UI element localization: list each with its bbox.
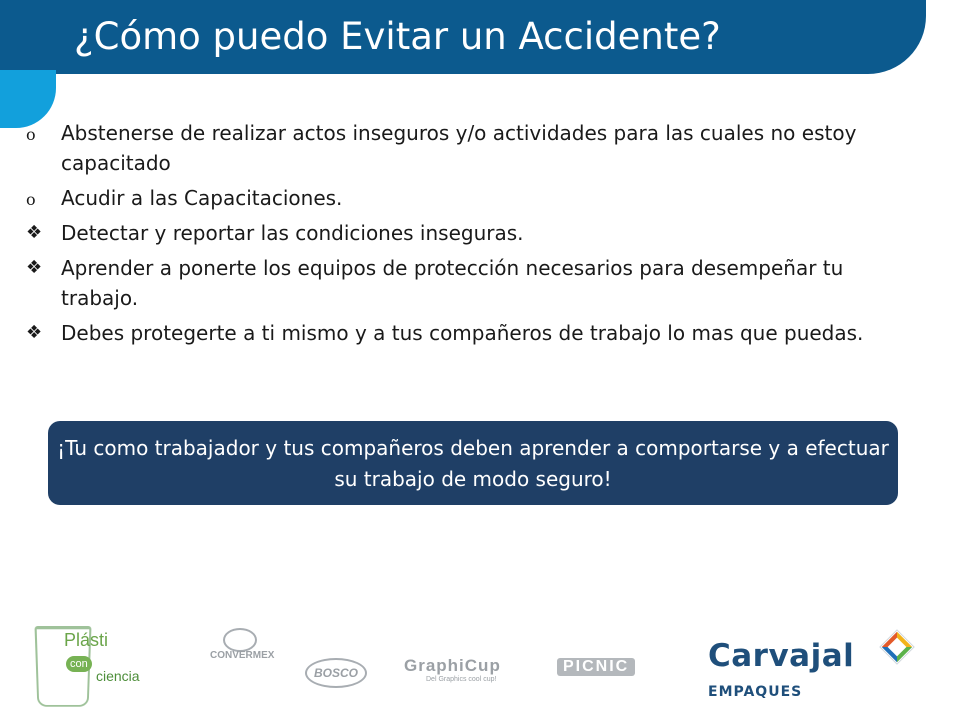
plasti-con: con — [66, 656, 92, 672]
plasticonciencia-logo — [28, 622, 158, 706]
bullet-item — [26, 218, 906, 248]
graphicup-tagline: Del Graphics cool cup! — [426, 676, 497, 683]
diamond-bullet-icon: ❖ — [26, 222, 43, 243]
bullet-text: Detectar y reportar las condiciones inseguras. — [61, 221, 524, 245]
bullet-text: Abstenerse de realizar actos inseguros y/o actividades para las cuales no estoy capacitado — [61, 121, 857, 175]
footer-logos — [0, 600, 960, 720]
bosco-logo: BOSCO — [305, 658, 367, 688]
bullet-item — [26, 118, 906, 178]
diamond-bullet-icon: ❖ — [26, 322, 43, 343]
convermex-logo-mark — [223, 628, 257, 652]
bullet-item — [26, 318, 906, 348]
picnic-logo: PICNIC — [557, 658, 635, 676]
bullet-text: Debes protegerte a ti mismo y a tus compañeros de trabajo lo mas que puedas. — [61, 321, 864, 345]
carvajal-mark-icon — [878, 628, 916, 666]
graphicup-logo: GraphiCup — [404, 656, 501, 675]
bullet-text: Aprender a ponerte los equipos de protección necesarios para desempeñar tu trabajo. — [61, 256, 844, 310]
carvajal-subtitle: EMPAQUES — [708, 684, 803, 700]
callout-box — [48, 421, 898, 505]
plasti-word: Plásti — [64, 630, 109, 650]
slide-title: ¿Cómo puedo Evitar un Accidente? — [74, 15, 721, 58]
circle-bullet-icon: o — [26, 125, 36, 144]
carvajal-logo-text: Carvajal — [708, 638, 855, 674]
bullet-item — [26, 253, 906, 313]
bullet-text: Acudir a las Capacitaciones. — [61, 186, 343, 210]
bullet-list — [26, 118, 906, 353]
callout-text: ¡Tu como trabajador y tus compañeros deben aprender a comportarse y a efectuar su trabajo de modo seguro! — [57, 436, 889, 491]
diamond-bullet-icon: ❖ — [26, 257, 43, 278]
bullet-item — [26, 183, 906, 213]
plasti-ciencia: ciencia — [96, 668, 140, 684]
circle-bullet-icon: o — [26, 190, 36, 209]
convermex-logo: CONVERMEX — [210, 650, 275, 661]
